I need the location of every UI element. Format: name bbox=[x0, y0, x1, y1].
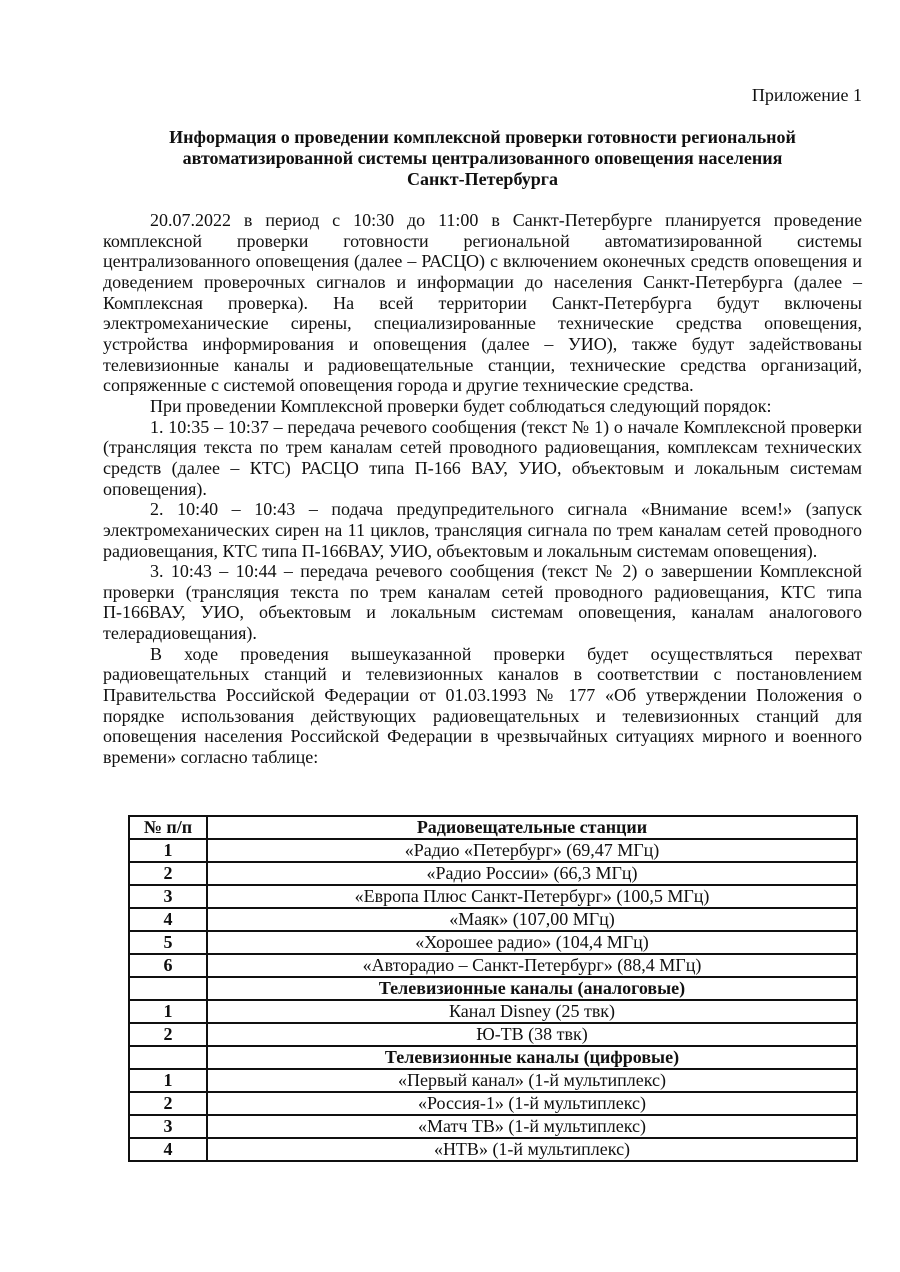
row-number-cell: 1 bbox=[129, 1000, 207, 1023]
row-value-cell: «Первый канал» (1-й мультиплекс) bbox=[207, 1069, 857, 1092]
row-value-cell: «Авторадио – Санкт-Петербург» (88,4 МГц) bbox=[207, 954, 857, 977]
document-body bbox=[103, 210, 862, 768]
row-number-cell: 6 bbox=[129, 954, 207, 977]
table-row bbox=[129, 1115, 857, 1138]
table-row bbox=[129, 931, 857, 954]
table-row bbox=[129, 839, 857, 862]
row-value-cell: «НТВ» (1-й мультиплекс) bbox=[207, 1138, 857, 1161]
table-row bbox=[129, 885, 857, 908]
section-title-cell: Телевизионные каналы (аналоговые) bbox=[207, 977, 857, 1000]
row-number-cell: 3 bbox=[129, 1115, 207, 1138]
table-section-row-analog-tv bbox=[129, 977, 857, 1000]
table-row bbox=[129, 1069, 857, 1092]
paragraph-procedure-lead: При проведении Комплексной проверки будет соблюдаться следующий порядок: bbox=[150, 395, 772, 416]
row-number-cell: 2 bbox=[129, 862, 207, 885]
row-number-cell: 5 bbox=[129, 931, 207, 954]
table-row bbox=[129, 1138, 857, 1161]
title-line-1: Информация о проведении комплексной проверки готовности региональной bbox=[169, 127, 796, 147]
paragraph-intro: 20.07.2022 в период с 10:30 до 11:00 в Санкт-Петербурге планируется проведение комплексной проверки готовности региональной автоматизированной системы централизованного оповещения (далее – РАСЦО) с включением оконечных средств оповещения и доведением проверочных сигналов и информации до населения Санкт-Петербурга (далее – Комплексная проверка). На всей территории Санкт-Петербурга будут включены электромеханические сирены, специализированные технические средства оповещения, устройства информирования и оповещения (далее – УИО), также будут задействованы телевизионные каналы и радиовещательные станции, технические средства организаций, сопряженные с системой оповещения города и другие технические средства. bbox=[103, 210, 862, 396]
table-row bbox=[129, 908, 857, 931]
title-line-2: автоматизированной системы централизованного оповещения населения bbox=[182, 148, 783, 168]
broadcast-channels-table bbox=[128, 815, 858, 1162]
table-row bbox=[129, 1000, 857, 1023]
row-value-cell: «Радио России» (66,3 МГц) bbox=[207, 862, 857, 885]
table-row bbox=[129, 954, 857, 977]
row-number-cell: 2 bbox=[129, 1023, 207, 1046]
paragraph-step-2: 2. 10:40 – 10:43 – подача предупредительного сигнала «Внимание всем!» (запуск электромеханических сирен на 11 циклов, трансляция сигнала по трем каналам сетей проводного радиовещания, КТС типа П-166ВАУ, УИО, объектовым и локальным системам оповещения). bbox=[103, 499, 862, 561]
row-number-cell bbox=[129, 1046, 207, 1069]
row-value-cell: «Европа Плюс Санкт-Петербург» (100,5 МГц) bbox=[207, 885, 857, 908]
paragraph-step-1: 1. 10:35 – 10:37 – передача речевого сообщения (текст № 1) о начале Комплексной проверки (трансляция текста по трем каналам сетей проводного радиовещания, комплексам технических средств (далее – КТС) РАСЦО типа П-166 ВАУ, УИО, объектовым и локальным системам оповещения). bbox=[103, 416, 862, 499]
table-row bbox=[129, 1023, 857, 1046]
row-value-cell: «Россия-1» (1-й мультиплекс) bbox=[207, 1092, 857, 1115]
row-number-cell: 2 bbox=[129, 1092, 207, 1115]
section-title-cell: Телевизионные каналы (цифровые) bbox=[207, 1046, 857, 1069]
row-number-cell bbox=[129, 977, 207, 1000]
table-row bbox=[129, 1092, 857, 1115]
row-value-cell: «Радио «Петербург» (69,47 МГц) bbox=[207, 839, 857, 862]
paragraph-step-3: 3. 10:43 – 10:44 – передача речевого сообщения (текст № 2) о завершении Комплексной проверки (трансляция текста по трем каналам сетей проводного радиовещания, КТС типа П-166ВАУ, УИО, объектовым и локальным системам оповещения, каналам аналогового телерадиовещания). bbox=[103, 561, 862, 644]
row-value-cell: «Матч ТВ» (1-й мультиплекс) bbox=[207, 1115, 857, 1138]
row-number-cell: 4 bbox=[129, 1138, 207, 1161]
column-header-radio-stations: Радиовещательные станции bbox=[207, 816, 857, 839]
row-number-cell: 1 bbox=[129, 1069, 207, 1092]
row-value-cell: «Хорошее радио» (104,4 МГц) bbox=[207, 931, 857, 954]
annex-label: Приложение 1 bbox=[751, 85, 862, 105]
document-title bbox=[103, 127, 862, 190]
title-line-3: Санкт-Петербурга bbox=[407, 169, 558, 189]
column-header-number: № п/п bbox=[129, 816, 207, 839]
paragraph-interception: В ходе проведения вышеуказанной проверки будет осуществляться перехват радиовещательных станций и телевизионных каналов в соответствии с постановлением Правительства Российской Федерации от 01.03.1993 № 177 «Об утверждении Положения о порядке использования действующих радиовещательных и телевизионных станций для оповещения населения Российской Федерации в чрезвычайных ситуациях мирного и военного времени» согласно таблице: bbox=[103, 643, 862, 768]
table-row bbox=[129, 862, 857, 885]
table-header-row bbox=[129, 816, 857, 839]
row-number-cell: 3 bbox=[129, 885, 207, 908]
row-number-cell: 1 bbox=[129, 839, 207, 862]
table-section-row-digital-tv bbox=[129, 1046, 857, 1069]
row-number-cell: 4 bbox=[129, 908, 207, 931]
row-value-cell: Ю-ТВ (38 твк) bbox=[207, 1023, 857, 1046]
row-value-cell: Канал Disney (25 твк) bbox=[207, 1000, 857, 1023]
row-value-cell: «Маяк» (107,00 МГц) bbox=[207, 908, 857, 931]
